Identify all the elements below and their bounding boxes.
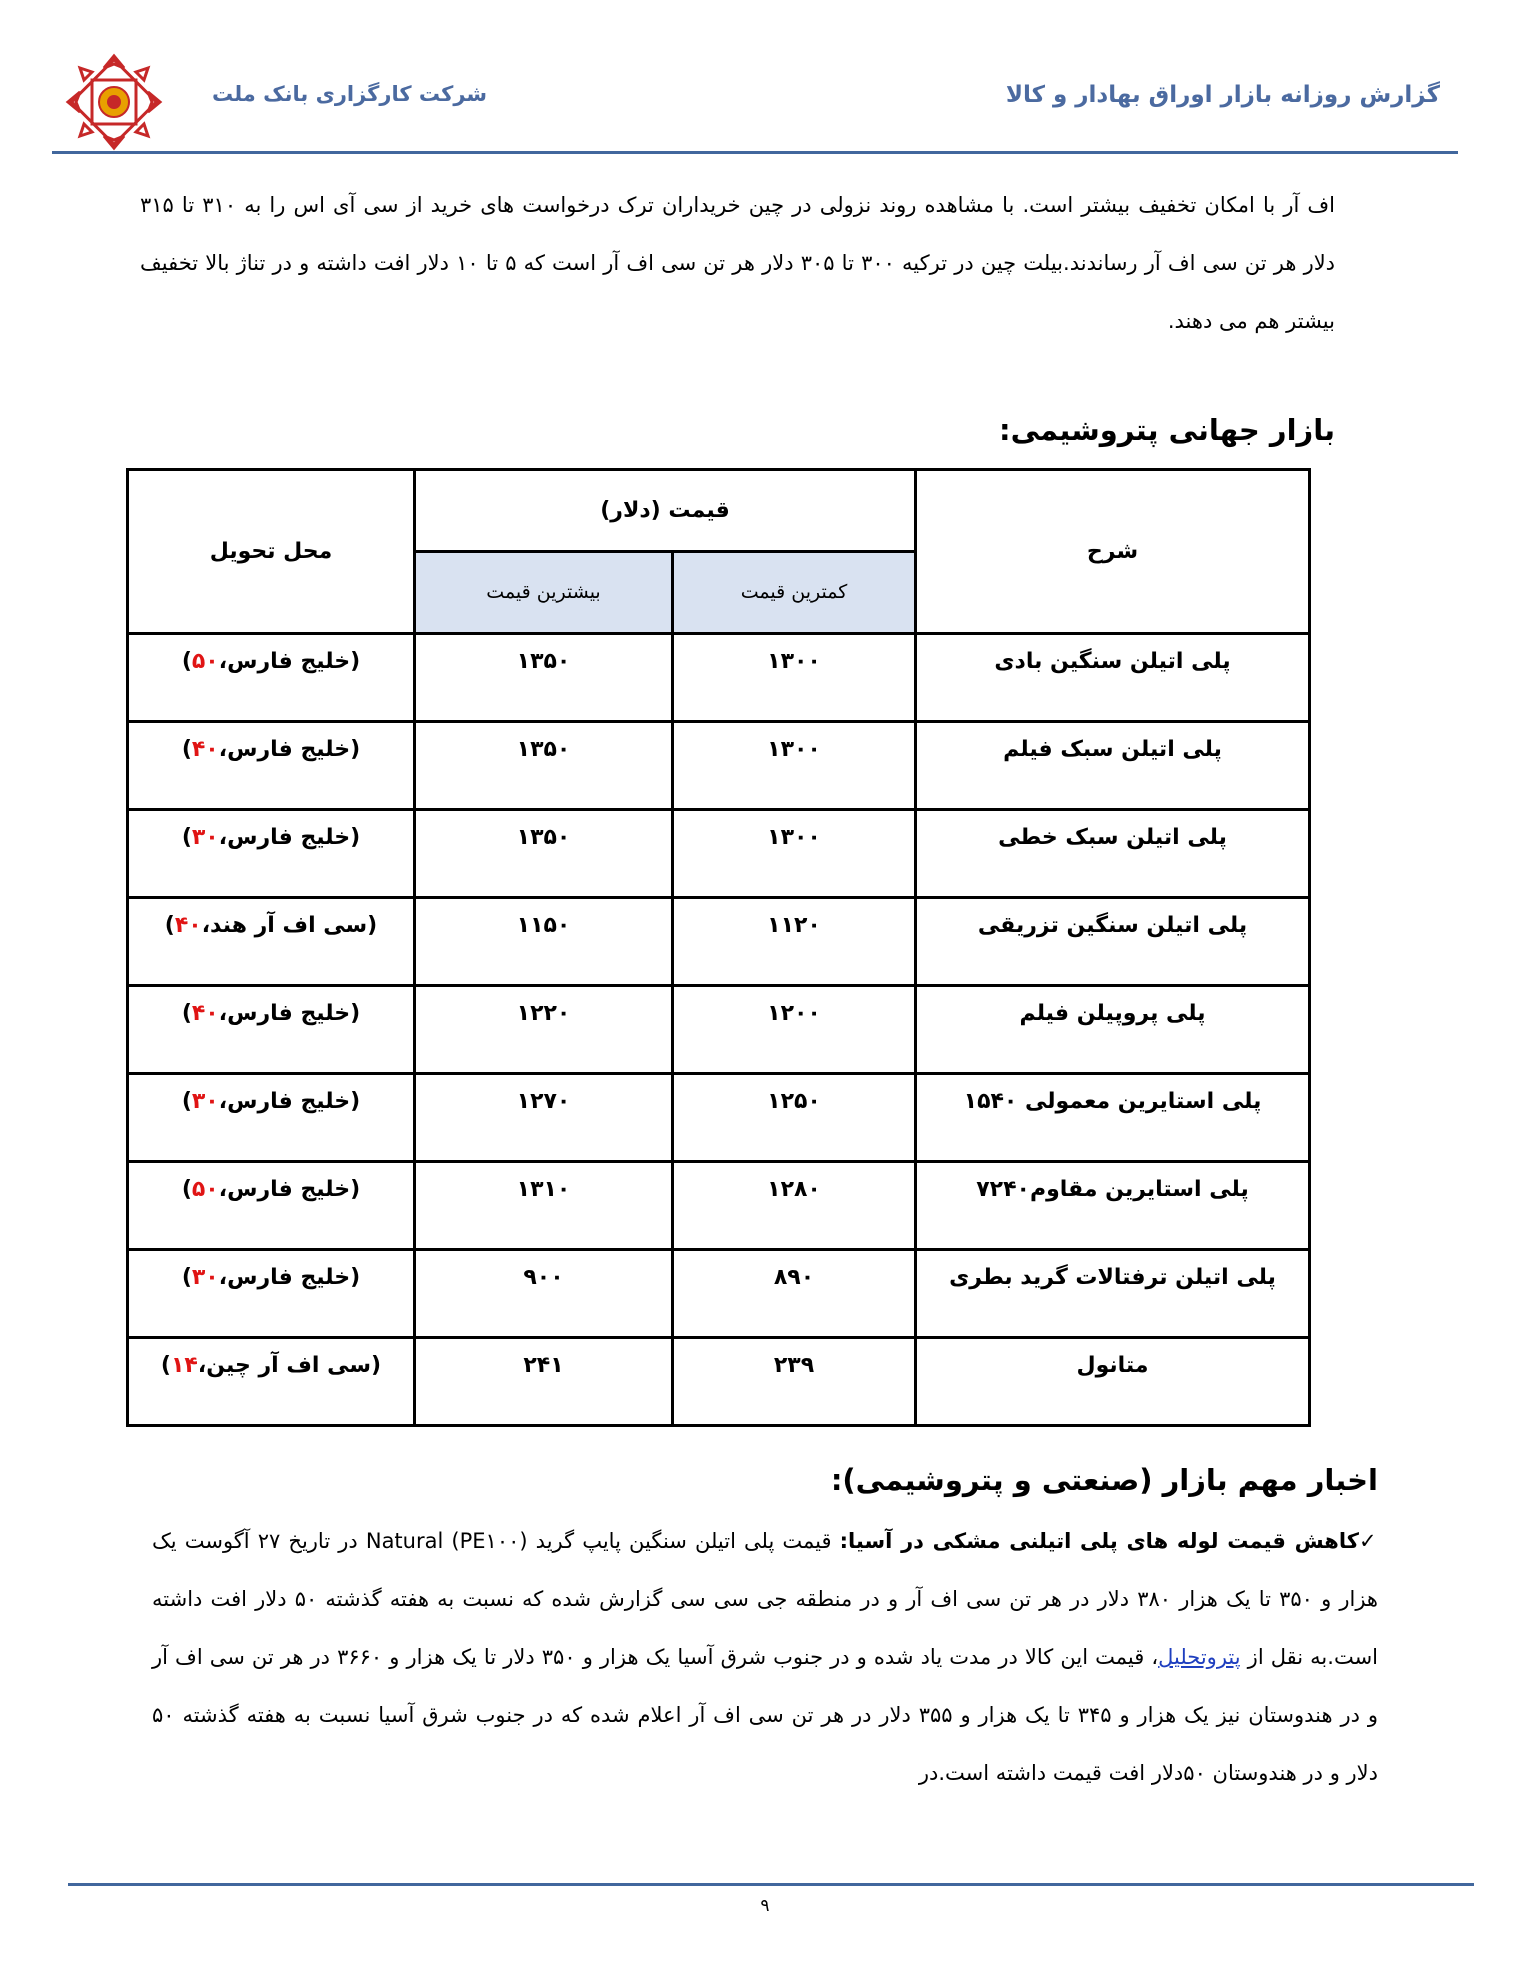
- delivery-location: [128, 986, 415, 1074]
- news-item-text: قیمت پلی اتیلن سنگین پایپ گرید Natural (PE۱۰۰) در تاریخ ۲۷ آگوست یک هزار و ۳۵۰ تا یک هزار ۳۸۰ دلار در هر تن سی اف آر و در منطقه جی سی سی گزارش شده که نسبت به هفته گذشته ۵۰ دلار افت داشته است.به نقل از: [152, 1529, 1378, 1669]
- header-description: شرح: [916, 470, 1310, 634]
- delivery-location-close: ): [164, 913, 175, 938]
- delivery-location-text: (خلیج فارس،: [218, 825, 361, 850]
- table-row: [128, 722, 1310, 810]
- report-title: گزارش روزانه بازار اوراق بهادار و کالا: [1005, 82, 1440, 108]
- delivery-location-close: ): [160, 1353, 171, 1378]
- min-price: ۱۳۰۰: [673, 810, 916, 898]
- min-price: ۱۲۵۰: [673, 1074, 916, 1162]
- delivery-location: [128, 722, 415, 810]
- min-price: ۱۱۲۰: [673, 898, 916, 986]
- header-divider: [52, 151, 1458, 154]
- delivery-location-number: ۴۰: [191, 737, 219, 762]
- table-row: [128, 634, 1310, 722]
- petrochem-section-title: بازار جهانی پتروشیمی:: [999, 413, 1335, 447]
- delivery-location: [128, 1162, 415, 1250]
- delivery-location: [128, 898, 415, 986]
- table-row: [128, 1250, 1310, 1338]
- max-price: ۱۲۲۰: [415, 986, 673, 1074]
- delivery-location-close: ): [181, 1089, 192, 1114]
- delivery-location-close: ): [181, 825, 192, 850]
- delivery-location-text: (خلیج فارس،: [218, 1265, 361, 1290]
- min-price: ۱۳۰۰: [673, 722, 916, 810]
- product-name: متانول: [916, 1338, 1310, 1426]
- product-name: پلی استایرین مقاوم۷۲۴۰: [916, 1162, 1310, 1250]
- delivery-location-number: ۵۰: [191, 649, 219, 674]
- delivery-location-close: ): [181, 1177, 192, 1202]
- delivery-location: [128, 1250, 415, 1338]
- delivery-location: [128, 810, 415, 898]
- table-row: [128, 810, 1310, 898]
- max-price: ۱۳۵۰: [415, 634, 673, 722]
- max-price: ۲۴۱: [415, 1338, 673, 1426]
- min-price: ۱۲۰۰: [673, 986, 916, 1074]
- delivery-location-number: ۳۰: [191, 1089, 219, 1114]
- min-price: ۱۲۸۰: [673, 1162, 916, 1250]
- max-price: ۱۳۵۰: [415, 810, 673, 898]
- delivery-location: [128, 1338, 415, 1426]
- delivery-location-close: ): [181, 649, 192, 674]
- delivery-location-close: ): [181, 737, 192, 762]
- footer-divider: [68, 1883, 1474, 1886]
- delivery-location-number: ۳۰: [191, 825, 219, 850]
- delivery-location-number: ۴۰: [191, 1001, 219, 1026]
- table-row: [128, 898, 1310, 986]
- news-section-title: اخبار مهم بازار (صنعتی و پتروشیمی):: [830, 1463, 1378, 1497]
- min-price: ۲۳۹: [673, 1338, 916, 1426]
- max-price: ۱۳۵۰: [415, 722, 673, 810]
- page-number: ۹: [760, 1896, 770, 1916]
- table-row: [128, 1162, 1310, 1250]
- intro-paragraph: اف آر با امکان تخفیف بیشتر است. با مشاهده روند نزولی در چین خریداران ترک درخواست های خرید از سی آی اس را به ۳۱۰ تا ۳۱۵ دلار هر تن سی اف آر رساندند.بیلت چین در ترکیه ۳۰۰ تا ۳۰۵ دلار هر تن سی اف آر است که ۵ تا ۱۰ دلار افت داشته و در تناژ بالا تخفیف بیشتر هم می دهند.: [140, 193, 1336, 333]
- delivery-location-close: ): [181, 1265, 192, 1290]
- table-row: [128, 1074, 1310, 1162]
- product-name: پلی اتیلن سنگین تزریقی: [916, 898, 1310, 986]
- product-name: پلی اتیلن سبک فیلم: [916, 722, 1310, 810]
- delivery-location-text: (خلیج فارس،: [218, 1001, 361, 1026]
- delivery-location: [128, 634, 415, 722]
- max-price: ۹۰۰: [415, 1250, 673, 1338]
- news-item: [152, 1512, 1378, 1802]
- checkmark-icon: ✓: [1358, 1529, 1378, 1553]
- delivery-location-text: (خلیج فارس،: [218, 737, 361, 762]
- max-price: ۱۳۱۰: [415, 1162, 673, 1250]
- delivery-location-number: ۳۰: [191, 1265, 219, 1290]
- product-name: پلی اتیلن سبک خطی: [916, 810, 1310, 898]
- delivery-location-text: (سی اف آر چین،: [197, 1353, 382, 1378]
- news-item-lead: کاهش قیمت لوله های پلی اتیلنی مشکی در آسیا:: [839, 1529, 1359, 1553]
- company-name: شرکت کارگزاری بانک ملت: [212, 82, 488, 106]
- header-min-price: کمترین قیمت: [673, 552, 916, 634]
- petrochem-price-table: [126, 468, 1311, 1427]
- delivery-location-text: (سی اف آر هند،: [201, 913, 378, 938]
- company-logo: [62, 50, 166, 154]
- delivery-location-close: ): [181, 1001, 192, 1026]
- header-delivery: محل تحویل: [128, 470, 415, 634]
- product-name: پلی پروپیلن فیلم: [916, 986, 1310, 1074]
- header-max-price: بیشترین قیمت: [415, 552, 673, 634]
- max-price: ۱۱۵۰: [415, 898, 673, 986]
- product-name: پلی اتیلن ترفتالات گرید بطری: [916, 1250, 1310, 1338]
- source-link[interactable]: پتروتحلیل: [1158, 1645, 1241, 1669]
- delivery-location-text: (خلیج فارس،: [218, 1177, 361, 1202]
- header-price-group: قیمت (دلار): [415, 470, 916, 552]
- delivery-location: [128, 1074, 415, 1162]
- table-row: [128, 1338, 1310, 1426]
- table-row: [128, 986, 1310, 1074]
- delivery-location-number: ۱۴: [170, 1353, 198, 1378]
- delivery-location-text: (خلیج فارس،: [218, 1089, 361, 1114]
- delivery-location-text: (خلیج فارس،: [218, 649, 361, 674]
- delivery-location-number: ۴۰: [174, 913, 202, 938]
- max-price: ۱۲۷۰: [415, 1074, 673, 1162]
- news-item-text-continued: ، قیمت این کالا در مدت یاد شده و در جنوب شرق آسیا یک هزار و ۳۵۰ دلار تا یک هزار و ۳۶۶۰ در هر تن سی اف آر و در هندوستان نیز یک هزار و ۳۴۵ تا یک هزار و ۳۵۵ دلار در هر تن سی اف آر اعلام شده که در جنوب شرق آسیا نسبت به هفته گذشته ۵۰ دلار و در هندوستان ۵۰دلار افت قیمت داشته است.در: [152, 1645, 1379, 1785]
- delivery-location-number: ۵۰: [191, 1177, 219, 1202]
- product-name: پلی استایرین معمولی ۱۵۴۰: [916, 1074, 1310, 1162]
- min-price: ۸۹۰: [673, 1250, 916, 1338]
- product-name: پلی اتیلن سنگین بادی: [916, 634, 1310, 722]
- min-price: ۱۳۰۰: [673, 634, 916, 722]
